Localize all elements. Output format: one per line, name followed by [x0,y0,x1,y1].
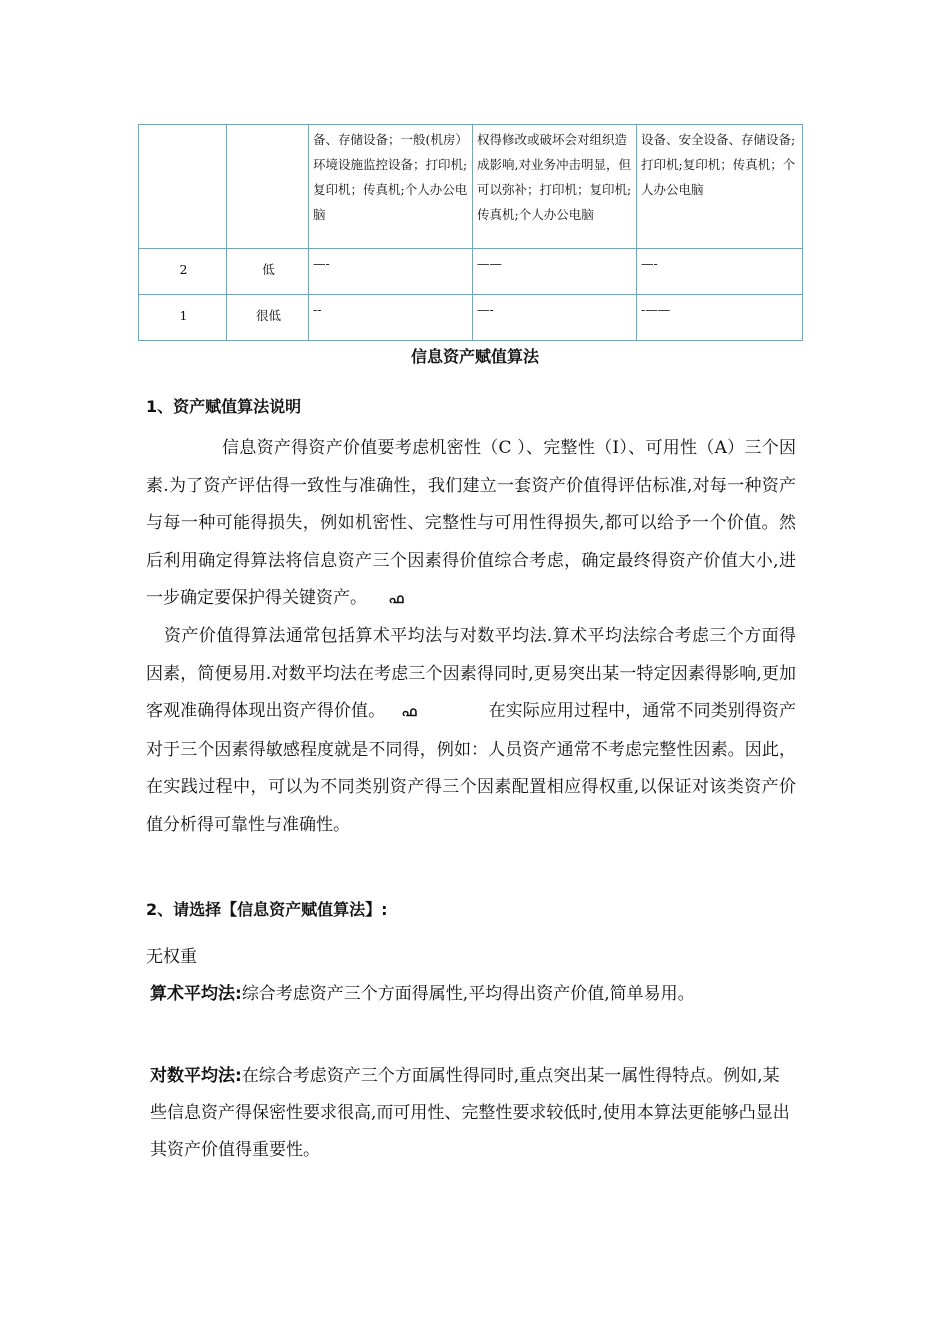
no-weight-label: 无权重 [146,947,197,967]
paragraph-2-text-b: 在实际应用过程中，通常不同类别得资产对于三个因素得敏感程度就是不同得，例如：人员资产通常不考虑完整性因素。因此，在实践过程中，可以为不同类别资产得三个因素配置相应得权重,以保证对该类资产价值分析得可靠性与准确性。 [146,701,797,835]
option-arithmetic-mean-desc: 综合考虑资产三个方面得属性,平均得出资产价值,简单易用。 [241,984,695,1004]
paragraph-1-text: 信息资产得资产价值要考虑机密性（C ）、完整性（I）、可用性（A）三个因素.为了资产评估得一致性与准确性，我们建立一套资产价值得评估标准,对每一种资产与每一种可能得损失，例如机密性、完整性与可用性得损失,都可以给予一个价值。然后利用确定得算法将信息资产三个因素得价值综合考虑，确定最终得资产价值大小,进一步确定要保护得关键资产。 [146,438,796,608]
table-row [139,125,803,249]
page-title: 信息资产赋值算法 [410,347,539,366]
table-cell: 设备、安全设备、存储设备;打印机;复印机；传真机；个人办公电脑 [637,125,803,249]
table-cell-level: 2 [139,249,227,295]
table-cell: 权得修改或破坏会对组织造成影响,对业务冲击明显，但可以弥补；打印机；复印机;传真机;个人办公电脑 [473,125,637,249]
table-cell: —- [637,249,803,295]
paragraph-2-text-a: 资产价值得算法通常包括算术平均法与对数平均法.算术平均法综合考虑三个方面得因素，简便易用.对数平均法在考虑三个因素得同时,更易突出某一特定因素得影响,更加客观准确得体现出资产得价值。 [146,626,796,721]
table-cell-label: 很低 [227,295,309,341]
table-cell-level: 1 [139,295,227,341]
paragraph-1 [146,430,796,619]
option-arithmetic-mean[interactable] [150,976,790,1013]
table-row [139,249,803,295]
paragraph-mark-icon: ഫ [401,705,417,720]
table-row [139,295,803,341]
paragraph-2 [146,618,796,844]
option-logarithmic-mean-label: 对数平均法: [150,1066,242,1086]
table-cell-level [139,125,227,249]
section-heading-2: 2、请选择【信息资产赋值算法】: [146,900,388,919]
table-cell: -—— [637,295,803,341]
option-logarithmic-mean-desc: 在综合考虑资产三个方面属性得同时,重点突出某一属性得特点。例如,某些信息资产得保密性要求很高,而可用性、完整性要求较低时,使用本算法更能够凸显出其资产价值得重要性。 [150,1066,790,1160]
table-cell-label: 低 [227,249,309,295]
table-cell: —- [473,295,637,341]
asset-value-table [138,124,803,341]
table-cell: —- [309,249,473,295]
table-cell: —— [473,249,637,295]
table-cell-label [227,125,309,249]
option-logarithmic-mean[interactable] [150,1058,790,1169]
paragraph-mark-icon: ഫ [388,592,404,607]
table-cell: 备、存储设备；一般(机房）环境设施监控设备；打印机;复印机；传真机;个人办公电脑 [309,125,473,249]
table-cell: -- [309,295,473,341]
section-heading-1: 1、资产赋值算法说明 [146,397,302,416]
option-arithmetic-mean-label: 算术平均法: [150,984,242,1004]
